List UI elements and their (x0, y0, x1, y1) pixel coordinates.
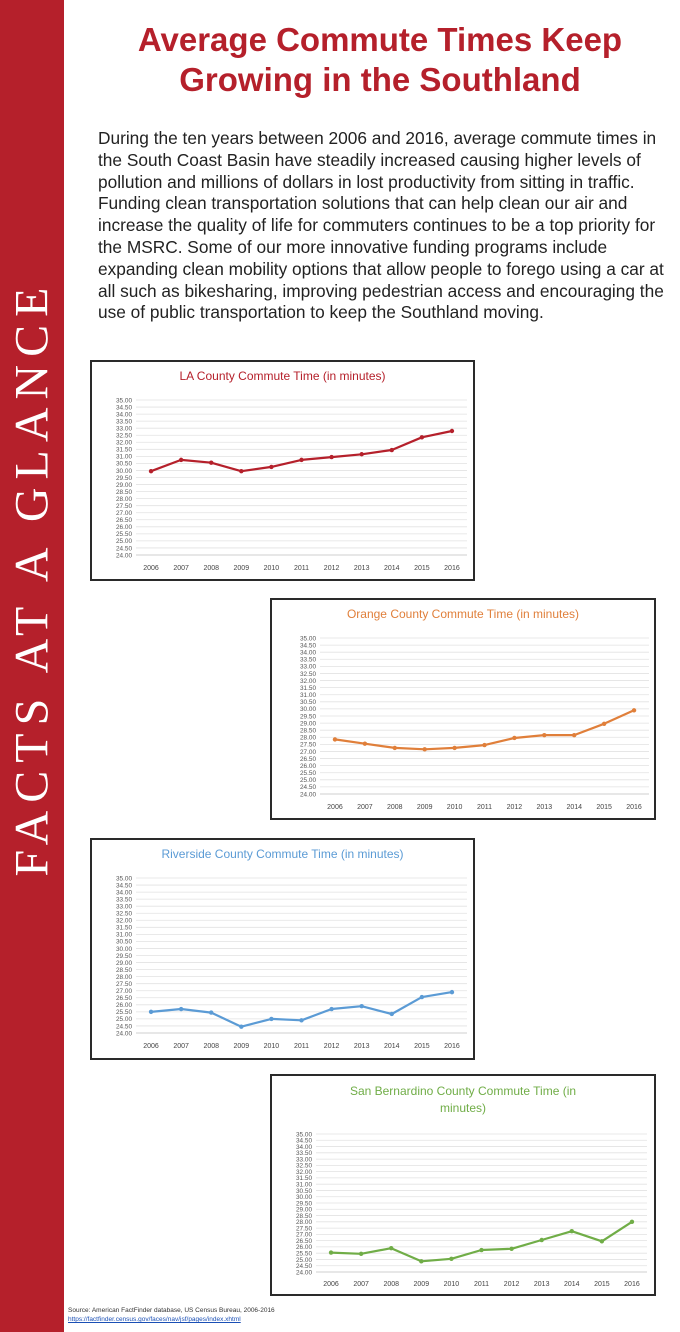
y-tick-label: 27.50 (116, 502, 132, 510)
y-tick-label: 24.50 (300, 784, 316, 792)
data-point (482, 743, 486, 747)
data-point (269, 1017, 273, 1021)
x-tick-label: 2016 (626, 804, 642, 811)
y-tick-label: 26.50 (116, 517, 132, 525)
y-tick-label: 33.00 (116, 903, 132, 911)
data-point (179, 458, 183, 462)
y-tick-label: 33.00 (116, 425, 132, 433)
y-tick-label: 35.00 (296, 1131, 312, 1139)
chart-title (350, 1084, 576, 1115)
x-tick-label: 2009 (416, 804, 433, 811)
y-tick-label: 29.50 (300, 713, 316, 721)
data-point (359, 1252, 363, 1256)
x-tick-label: 2015 (414, 1043, 430, 1050)
data-point (452, 746, 456, 750)
y-tick-label: 35.00 (300, 635, 316, 643)
y-tick-label: 27.00 (296, 1231, 312, 1239)
y-tick-label: 34.50 (116, 404, 132, 412)
data-point (630, 1220, 634, 1224)
y-tick-label: 30.00 (116, 467, 132, 475)
data-point (329, 455, 333, 459)
x-tick-label: 2007 (353, 1281, 369, 1288)
y-tick-label: 31.00 (116, 931, 132, 939)
data-point (390, 448, 394, 452)
chart-svg (92, 362, 473, 579)
y-tick-label: 31.00 (296, 1181, 312, 1189)
y-tick-label: 24.50 (116, 545, 132, 553)
sidebar-label: FACTS AT A GLANCE (5, 279, 59, 877)
x-tick-label: 2014 (383, 1043, 400, 1050)
x-tick-label: 2010 (446, 804, 463, 811)
y-tick-label: 24.00 (296, 1269, 312, 1277)
y-tick-label: 32.00 (116, 439, 132, 447)
y-tick-label: 26.00 (300, 762, 316, 770)
data-point (632, 708, 636, 712)
y-tick-label: 32.00 (296, 1168, 312, 1176)
x-tick-label: 2014 (566, 804, 583, 811)
y-tick-label: 33.50 (296, 1150, 312, 1158)
y-tick-label: 31.50 (116, 446, 132, 454)
data-point (449, 1257, 453, 1261)
y-tick-label: 29.50 (296, 1200, 312, 1208)
y-tick-label: 30.50 (296, 1187, 312, 1195)
data-point (329, 1250, 333, 1254)
y-tick-label: 24.00 (116, 1030, 132, 1038)
x-tick-label: 2011 (293, 1043, 310, 1050)
y-tick-label: 31.00 (116, 453, 132, 461)
data-point (359, 1004, 363, 1008)
x-tick-label: 2007 (357, 804, 373, 811)
y-tick-label: 27.50 (300, 741, 316, 749)
y-tick-label: 29.50 (116, 952, 132, 960)
chart-title: LA County Commute Time (in minutes) (179, 369, 386, 383)
y-tick-label: 25.50 (300, 770, 316, 778)
y-tick-label: 28.50 (296, 1212, 312, 1220)
x-tick-label: 2006 (143, 565, 159, 572)
x-tick-label: 2008 (203, 565, 220, 572)
y-tick-label: 24.50 (116, 1023, 132, 1031)
y-tick-label: 30.00 (296, 1194, 312, 1202)
data-point (479, 1248, 483, 1252)
data-point (420, 435, 424, 439)
y-tick-label: 25.50 (116, 531, 132, 539)
data-point (209, 1010, 213, 1014)
x-tick-label: 2010 (263, 1043, 280, 1050)
y-tick-label: 28.50 (116, 966, 132, 974)
y-tick-label: 29.00 (116, 959, 132, 967)
x-tick-label: 2006 (327, 804, 343, 811)
y-tick-label: 26.50 (300, 755, 316, 763)
source-note (68, 1306, 275, 1324)
data-point (269, 465, 273, 469)
y-tick-label: 30.50 (300, 699, 316, 707)
data-point (359, 452, 363, 456)
x-tick-label: 2006 (323, 1281, 339, 1288)
title-line-1: Average Commute Times Keep (137, 21, 623, 58)
x-tick-label: 2006 (143, 1043, 159, 1050)
chart-svg (272, 600, 654, 818)
data-point (570, 1229, 574, 1233)
y-tick-label: 28.00 (296, 1219, 312, 1227)
y-tick-label: 29.50 (116, 474, 132, 482)
y-tick-label: 31.50 (116, 924, 132, 932)
data-point (450, 990, 454, 994)
x-tick-label: 2012 (323, 1043, 340, 1050)
y-tick-label: 27.00 (116, 510, 132, 518)
y-tick-label: 28.50 (300, 727, 316, 735)
y-tick-label: 33.00 (296, 1156, 312, 1164)
y-tick-label: 29.00 (296, 1206, 312, 1214)
x-tick-label: 2013 (353, 565, 370, 572)
chart-title-line: minutes) (439, 1101, 487, 1115)
x-tick-label: 2008 (386, 804, 403, 811)
x-tick-label: 2011 (473, 1281, 490, 1288)
x-tick-label: 2012 (323, 565, 340, 572)
y-tick-label: 30.00 (116, 945, 132, 953)
x-tick-label: 2013 (353, 1043, 370, 1050)
data-point (329, 1007, 333, 1011)
x-tick-label: 2012 (506, 804, 523, 811)
y-tick-label: 33.00 (300, 663, 316, 671)
y-tick-label: 27.00 (300, 748, 316, 756)
y-tick-label: 33.50 (300, 656, 316, 664)
y-tick-label: 25.50 (116, 1009, 132, 1017)
y-tick-label: 34.00 (300, 649, 316, 657)
data-point (299, 1018, 303, 1022)
x-tick-label: 2008 (383, 1281, 400, 1288)
x-tick-label: 2007 (173, 1043, 189, 1050)
x-tick-label: 2009 (233, 565, 250, 572)
data-point (422, 747, 426, 751)
x-tick-label: 2012 (503, 1281, 520, 1288)
x-tick-label: 2015 (414, 565, 430, 572)
orange-county-chart (270, 598, 656, 820)
y-tick-label: 28.50 (116, 488, 132, 496)
y-tick-label: 25.00 (116, 1016, 132, 1024)
x-tick-label: 2016 (444, 1043, 460, 1050)
riverside-county-chart (90, 838, 475, 1060)
y-tick-label: 25.00 (300, 777, 316, 785)
data-point (363, 741, 367, 745)
y-tick-label: 28.00 (116, 973, 132, 981)
y-tick-label: 32.00 (116, 917, 132, 925)
x-tick-label: 2013 (536, 804, 553, 811)
data-point (389, 1246, 393, 1250)
y-tick-label: 26.50 (296, 1237, 312, 1245)
y-tick-label: 35.00 (116, 397, 132, 405)
data-point (512, 736, 516, 740)
x-tick-label: 2013 (533, 1281, 550, 1288)
x-tick-label: 2011 (293, 565, 310, 572)
data-point (572, 733, 576, 737)
data-point (239, 469, 243, 473)
y-tick-label: 31.00 (300, 692, 316, 700)
y-tick-label: 31.50 (300, 684, 316, 692)
y-tick-label: 27.00 (116, 988, 132, 996)
san-bernardino-county-chart (270, 1074, 656, 1296)
y-tick-label: 27.50 (116, 980, 132, 988)
y-tick-label: 31.50 (296, 1175, 312, 1183)
series-line (151, 431, 452, 471)
chart-svg (272, 1076, 654, 1294)
y-tick-label: 33.50 (116, 896, 132, 904)
y-tick-label: 32.50 (296, 1162, 312, 1170)
chart-title: Riverside County Commute Time (in minutes) (161, 847, 404, 861)
intro-paragraph: During the ten years between 2006 and 2016, average commute times in the South Coast Basin have steadily increased causing higher levels of pollution and millions of dollars in lost productivity from sitting in traffic. Funding clean transportation solutions that can help clean our air and increase the quality of life for commuters continues to be a top priority for the MSRC. Some of our more innovative funding programs include expanding clean mobility options that allow people to forego using a car at all such as bikesharing, improving pedestrian access and encouraging the use of public transportation to keep the Southland moving. (98, 128, 664, 323)
data-point (393, 746, 397, 750)
y-tick-label: 27.50 (296, 1225, 312, 1233)
x-tick-label: 2015 (596, 804, 612, 811)
data-point (149, 1010, 153, 1014)
source-link[interactable]: https://factfinder.census.gov/faces/nav/jsf/pages/index.xhtml (68, 1316, 241, 1323)
y-tick-label: 34.00 (296, 1143, 312, 1151)
y-tick-label: 34.50 (116, 882, 132, 890)
data-point (420, 995, 424, 999)
data-point (600, 1239, 604, 1243)
x-tick-label: 2014 (563, 1281, 580, 1288)
y-tick-label: 35.00 (116, 875, 132, 883)
chart-title-line: San Bernardino County Commute Time (in (349, 1084, 577, 1098)
y-tick-label: 29.00 (116, 481, 132, 489)
x-tick-label: 2010 (263, 565, 280, 572)
data-point (602, 722, 606, 726)
x-tick-label: 2010 (443, 1281, 460, 1288)
y-tick-label: 25.00 (296, 1256, 312, 1264)
y-tick-label: 29.00 (300, 720, 316, 728)
y-tick-label: 32.00 (300, 677, 316, 685)
x-tick-label: 2007 (173, 565, 189, 572)
y-tick-label: 34.50 (300, 642, 316, 650)
title-line-2: Growing in the Southland (179, 61, 581, 98)
x-tick-label: 2014 (383, 565, 400, 572)
y-tick-label: 30.50 (116, 938, 132, 946)
y-tick-label: 33.50 (116, 418, 132, 426)
y-tick-label: 26.00 (116, 1002, 132, 1010)
y-tick-label: 32.50 (116, 910, 132, 918)
x-tick-label: 2016 (444, 565, 460, 572)
x-tick-label: 2009 (233, 1043, 250, 1050)
x-tick-label: 2009 (413, 1281, 430, 1288)
y-tick-label: 30.00 (300, 706, 316, 714)
y-tick-label: 26.00 (116, 524, 132, 532)
x-tick-label: 2008 (203, 1043, 220, 1050)
sidebar (0, 0, 64, 1332)
data-point (299, 458, 303, 462)
data-point (419, 1259, 423, 1263)
y-tick-label: 26.50 (116, 995, 132, 1003)
data-point (509, 1247, 513, 1251)
x-tick-label: 2015 (594, 1281, 610, 1288)
data-point (390, 1012, 394, 1016)
y-tick-label: 24.50 (296, 1263, 312, 1271)
data-point (333, 737, 337, 741)
y-tick-label: 25.00 (116, 538, 132, 546)
y-tick-label: 26.00 (296, 1244, 312, 1252)
page-title (80, 20, 680, 100)
y-tick-label: 32.50 (116, 432, 132, 440)
data-point (542, 733, 546, 737)
y-tick-label: 30.50 (116, 460, 132, 468)
x-tick-label: 2016 (624, 1281, 640, 1288)
source-text: Source: American FactFinder database, US Census Bureau, 2006-2016 (68, 1307, 275, 1314)
data-point (539, 1238, 543, 1242)
la-county-chart (90, 360, 475, 581)
y-tick-label: 34.50 (296, 1137, 312, 1145)
y-tick-label: 28.00 (300, 734, 316, 742)
data-point (450, 429, 454, 433)
y-tick-label: 25.50 (296, 1250, 312, 1258)
y-tick-label: 34.00 (116, 411, 132, 419)
data-point (179, 1007, 183, 1011)
chart-title: Orange County Commute Time (in minutes) (346, 607, 580, 621)
y-tick-label: 24.00 (116, 552, 132, 560)
x-tick-label: 2011 (476, 804, 493, 811)
y-tick-label: 28.00 (116, 495, 132, 503)
data-point (209, 461, 213, 465)
data-point (239, 1024, 243, 1028)
y-tick-label: 32.50 (300, 670, 316, 678)
chart-svg (92, 840, 473, 1058)
y-tick-label: 24.00 (300, 791, 316, 799)
data-point (149, 469, 153, 473)
y-tick-label: 34.00 (116, 889, 132, 897)
